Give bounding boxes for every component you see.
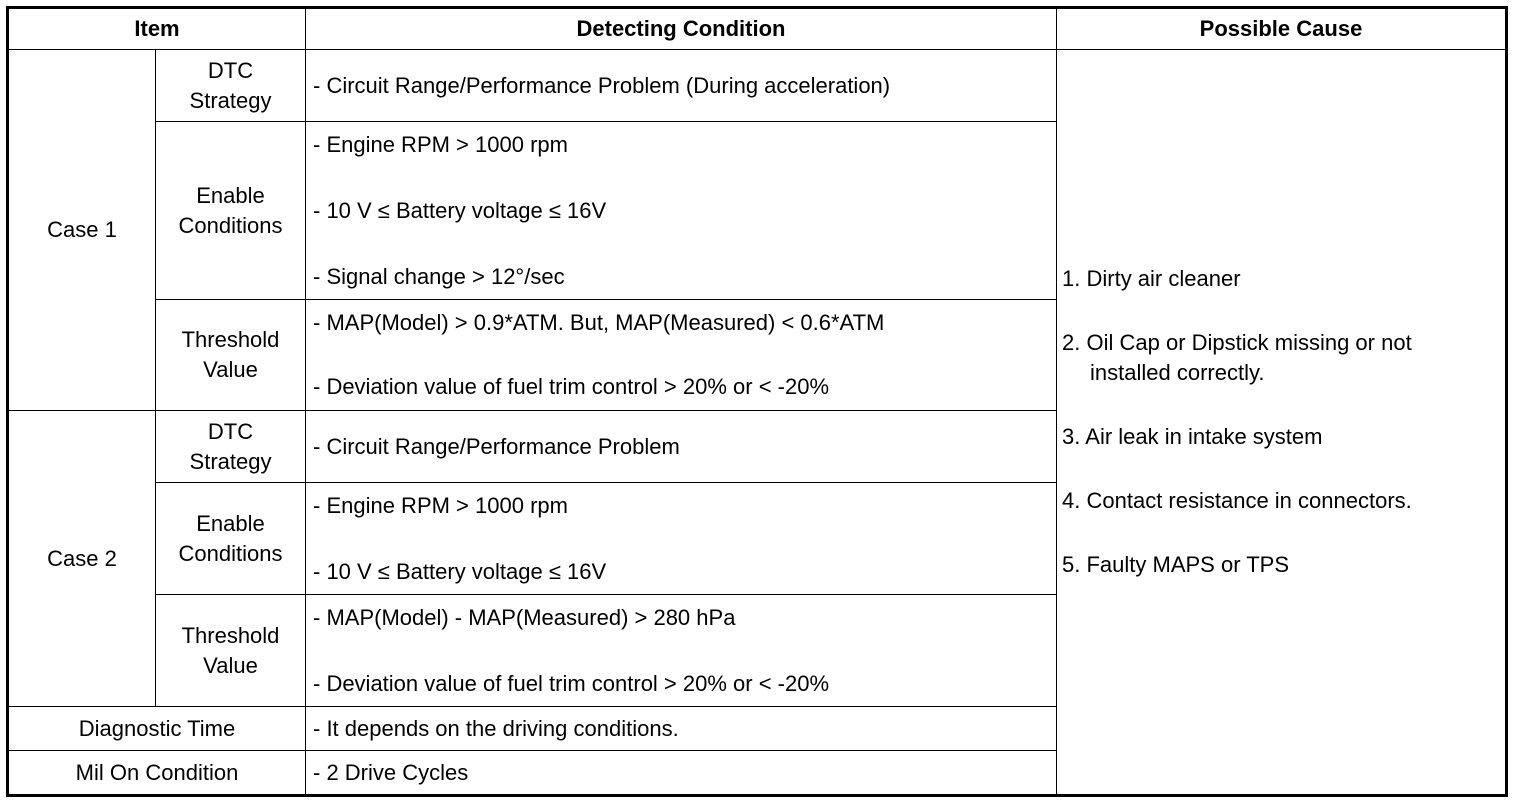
case1-threshold-label-line2: Value xyxy=(203,357,258,382)
cause-item-5 xyxy=(1062,550,1505,580)
cause-item-2-text: Oil Cap or Dipstick missing or not xyxy=(1086,330,1412,355)
cause-item-5-num: 5. xyxy=(1062,552,1081,577)
case2-enable-label-line1: Enable xyxy=(196,510,265,536)
case1-enable-value xyxy=(306,122,1057,300)
case1-threshold-value xyxy=(306,300,1057,411)
case2-threshold-label-line1: Threshold xyxy=(181,622,280,648)
diagnostic-time-value: - It depends on the driving conditions. xyxy=(306,707,1057,751)
case2-threshold-label xyxy=(156,595,306,707)
diagnostic-time-label: Diagnostic Time xyxy=(8,707,306,751)
cause-item-4 xyxy=(1062,486,1505,516)
header-possible-cause: Possible Cause xyxy=(1057,8,1507,50)
mil-on-condition-label: Mil On Condition xyxy=(8,751,306,796)
case2-dtc-label xyxy=(156,411,306,483)
header-item: Item xyxy=(8,8,306,50)
cause-item-1 xyxy=(1062,264,1505,294)
cause-item-1-num: 1. xyxy=(1062,266,1081,291)
case1-enable-line2: - 10 V ≤ Battery voltage ≤ 16V xyxy=(313,197,607,223)
cause-item-3 xyxy=(1062,422,1505,452)
case1-enable-line1: - Engine RPM > 1000 rpm xyxy=(313,131,568,157)
case1-threshold-label xyxy=(156,300,306,411)
header-detecting-condition: Detecting Condition xyxy=(306,8,1057,50)
case1-enable-label-line1: Enable xyxy=(196,182,265,208)
case2-enable-value xyxy=(306,483,1057,595)
case1-dtc-label-line2: Strategy xyxy=(189,87,272,113)
cause-item-2-num: 2. xyxy=(1062,330,1081,355)
case2-dtc-label-line1: DTC xyxy=(207,418,254,444)
case2-dtc-label-line2: Strategy xyxy=(189,448,272,474)
mil-on-condition-value: - 2 Drive Cycles xyxy=(306,751,1057,796)
case2-dtc-value: - Circuit Range/Performance Problem xyxy=(306,411,1057,483)
cause-item-5-text: Faulty MAPS or TPS xyxy=(1086,552,1290,577)
case2-enable-label xyxy=(156,483,306,595)
cause-item-1-text: Dirty air cleaner xyxy=(1086,266,1241,291)
possible-cause-cell xyxy=(1057,50,1507,796)
case1-label: Case 1 xyxy=(8,50,156,411)
case1-enable-label xyxy=(156,122,306,300)
table-row xyxy=(8,50,1507,122)
cause-item-4-text: Contact resistance in connectors. xyxy=(1086,488,1412,513)
cause-item-3-text: Air leak in intake system xyxy=(1085,424,1323,449)
case2-threshold-label-line2: Value xyxy=(203,652,258,678)
case2-enable-label-line2: Conditions xyxy=(178,540,283,566)
case1-enable-label-line2: Conditions xyxy=(178,212,283,238)
case2-threshold-line2: - Deviation value of fuel trim control > 20% or < -20% xyxy=(313,670,830,696)
case2-threshold-value xyxy=(306,595,1057,707)
case1-threshold-line2: - Deviation value of fuel trim control > 20% or < -20% xyxy=(313,374,830,399)
cause-item-2-continuation: installed correctly. xyxy=(1090,360,1265,385)
case2-enable-line2: - 10 V ≤ Battery voltage ≤ 16V xyxy=(313,558,607,584)
cause-item-3-num: 3. xyxy=(1062,424,1081,449)
cause-item-4-num: 4. xyxy=(1062,488,1081,513)
header-row xyxy=(8,8,1507,50)
dtc-spec-table xyxy=(6,6,1508,797)
case2-enable-line1: - Engine RPM > 1000 rpm xyxy=(313,492,568,518)
case1-threshold-line1: - MAP(Model) > 0.9*ATM. But, MAP(Measured) < 0.6*ATM xyxy=(313,310,885,335)
case2-label: Case 2 xyxy=(8,411,156,707)
case1-enable-line3: - Signal change > 12°/sec xyxy=(313,263,565,289)
case1-dtc-label-line1: DTC xyxy=(207,57,254,83)
spec-table-wrapper xyxy=(6,6,1508,797)
cause-item-2 xyxy=(1062,328,1505,358)
case1-dtc-label xyxy=(156,50,306,122)
case2-threshold-line1: - MAP(Model) - MAP(Measured) > 280 hPa xyxy=(313,604,736,630)
case1-dtc-value: - Circuit Range/Performance Problem (During acceleration) xyxy=(306,50,1057,122)
case1-threshold-label-line1: Threshold xyxy=(181,327,280,352)
